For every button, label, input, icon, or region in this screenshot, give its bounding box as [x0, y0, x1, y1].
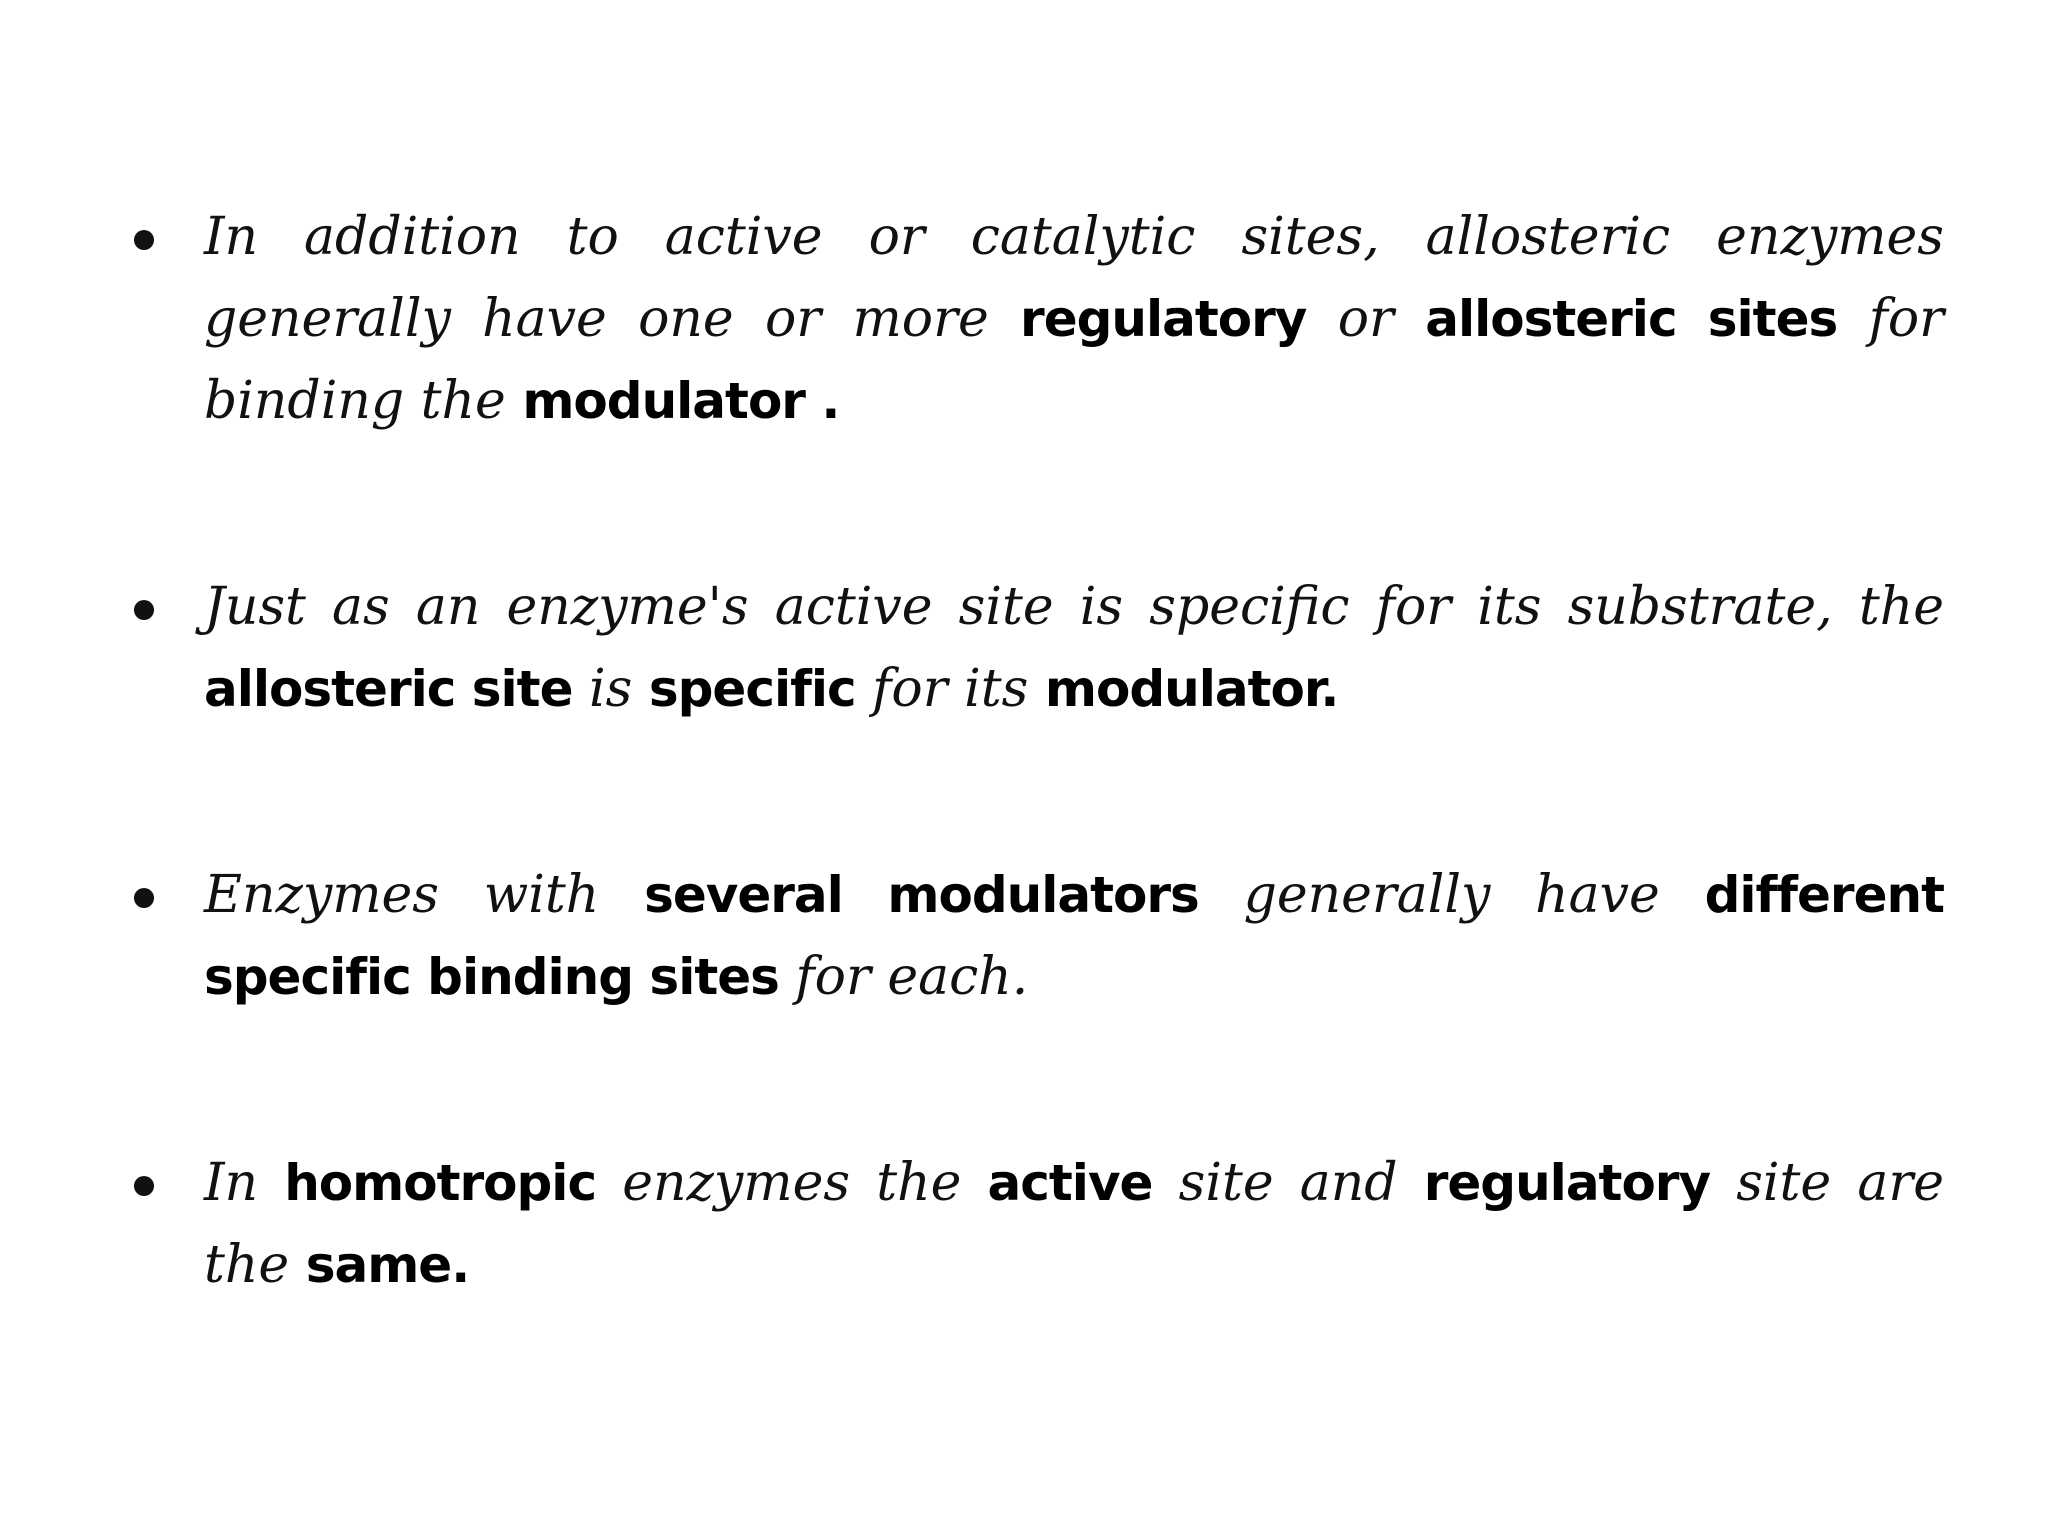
highlight-segment: several modulators: [644, 866, 1199, 924]
bullet-dot-icon: [134, 230, 154, 250]
highlight-segment: allosteric site: [204, 660, 573, 718]
bullet-text: [204, 1153, 1944, 1295]
highlight-segment: allosteric sites: [1425, 290, 1838, 348]
bullet-text: [204, 865, 1944, 1007]
bullet-text: [204, 207, 1944, 431]
bullet-item: [118, 196, 1944, 442]
text-segment: enzymes the: [596, 1153, 988, 1213]
highlight-segment: specific: [648, 660, 856, 718]
text-segment: or: [1306, 289, 1426, 349]
bullet-text: [204, 577, 1944, 719]
bullet-item: [118, 1142, 1944, 1306]
text-segment: site are the: [204, 1153, 1945, 1295]
bullet-item: [118, 854, 1944, 1018]
text-segment: Just as an enzyme's active site is specific for its substrate, the: [204, 577, 1944, 637]
highlight-segment: homotropic: [284, 1154, 597, 1212]
text-segment: Enzymes with: [204, 865, 645, 925]
highlight-segment: different specific binding sites: [204, 866, 1944, 1006]
highlight-segment: regulatory: [1020, 290, 1307, 348]
highlight-segment: modulator.: [1044, 660, 1339, 718]
text-segment: for its: [855, 659, 1045, 719]
highlight-segment: active: [987, 1154, 1153, 1212]
text-segment: for each.: [778, 947, 1029, 1007]
highlight-segment: regulatory: [1423, 1154, 1711, 1212]
text-segment: generally have: [1198, 865, 1705, 925]
bullet-list: [118, 196, 1944, 1306]
highlight-segment: modulator .: [522, 372, 840, 430]
text-segment: is: [572, 659, 649, 719]
text-segment: site and: [1152, 1153, 1424, 1213]
bullet-dot-icon: [134, 888, 154, 908]
bullet-dot-icon: [134, 600, 154, 620]
highlight-segment: same.: [305, 1236, 470, 1294]
text-segment: In addition to active or catalytic sites, allosteric enzymes generally have one or more: [204, 207, 1944, 349]
text-segment: for binding the: [204, 289, 1944, 431]
bullet-dot-icon: [134, 1176, 154, 1196]
text-segment: In: [204, 1153, 285, 1213]
bullet-item: [118, 566, 1944, 730]
